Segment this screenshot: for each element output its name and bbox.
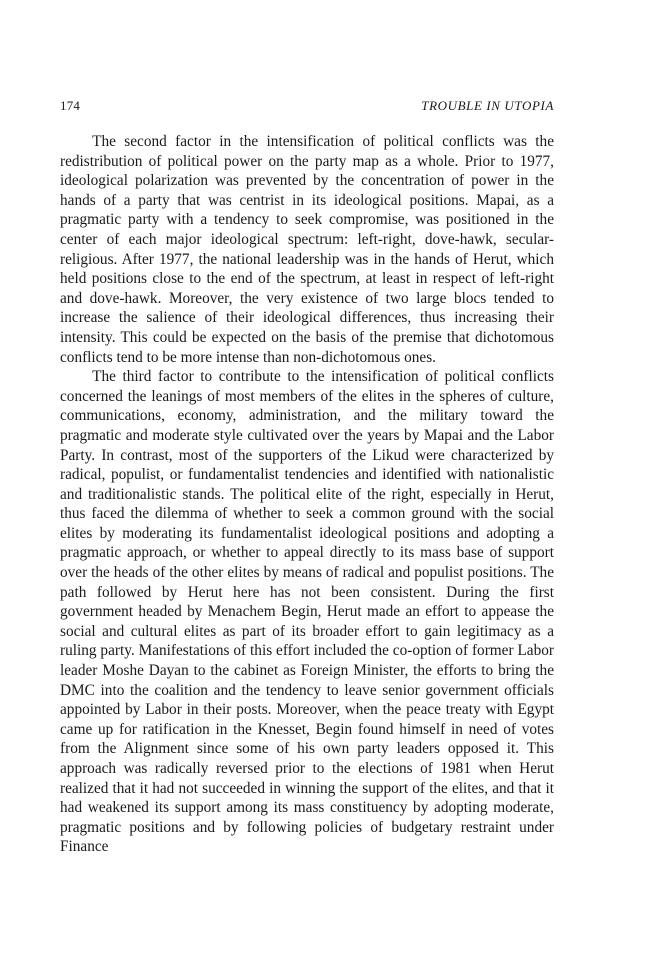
paragraph: The second factor in the intensification of political conflicts was the redistribution of political power on the party map as a whole. Prior to 1977, ideological polarization was prevented by the concentration of power in the hands of a party that was centrist in its ideological positions. Mapai, as a pragmatic party with a tendency to seek compromise, was positioned in the center of each major ideological spectrum: left-right, dove-hawk, secular-religious. After 1977, the national leadership was in the hands of Herut, which held positions close to the end of the spectrum, at least in respect of left-right and dove-hawk. Moreover, the very existence of two large blocs tended to increase the salience of their ideological differences, thus increasing their intensity. This could be expected on the basis of the premise that dichotomous conflicts tend to be more intense than non-dichotomous ones. — [60, 133, 554, 366]
running-title: TROUBLE IN UTOPIA — [421, 98, 554, 113]
body-text — [60, 132, 554, 857]
page-number: 174 — [60, 98, 81, 113]
book-page — [60, 98, 554, 857]
paragraph: The third factor to contribute to the intensification of political conflicts concerned the leanings of most members of the elites in the spheres of culture, communications, economy, administration, and the military toward the pragmatic and moderate style cultivated over the years by Mapai and the Labor Party. In contrast, most of the supporters of the Likud were characterized by radical, populist, or fundamentalist tendencies and identified with nationalistic and traditionalistic stands. The political elite of the right, especially in Herut, thus faced the dilemma of whether to seek a common ground with the social elites by moderating its fundamentalist ideological positions and adopting a pragmatic approach, or whether to appeal directly to its mass base of support over the heads of the other elites by means of radical and populist positions. The path followed by Herut here has not been consistent. During the first government headed by Menachem Begin, Herut made an effort to appease the social and cultural elites as part of its broader effort to gain legitimacy as a ruling party. Manifestations of this effort included the co-option of former Labor leader Moshe Dayan to the cabinet as Foreign Minister, the efforts to bring the DMC into the coalition and the tendency to leave senior government officials appointed by Labor in their posts. Moreover, when the peace treaty with Egypt came up for ratification in the Knesset, Begin found himself in need of votes from the Alignment since some of his own party leaders opposed it. This approach was radically reversed prior to the elections of 1981 when Herut realized that it had not succeeded in winning the support of the elites, and that it had weakened its support among its mass constituency by adopting moderate, pragmatic positions and by following policies of budgetary restraint under Finance — [60, 368, 554, 856]
running-header — [60, 98, 554, 114]
